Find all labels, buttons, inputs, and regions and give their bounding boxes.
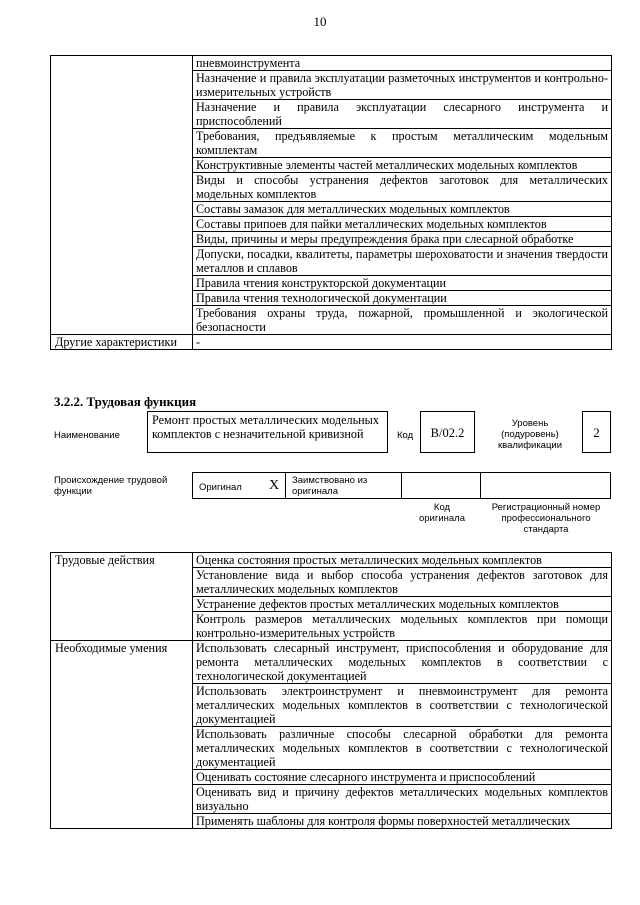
knowledge-item: Конструктивные элементы частей металлических модельных комплектов: [193, 158, 612, 173]
origin-row: [192, 472, 611, 499]
knowledge-item: пневмоинструмента: [193, 56, 612, 71]
skill-item: Использовать слесарный инструмент, приспособления и оборудование для ремонта металлических модельных комплектов в соответствии с технологической документацией: [193, 641, 612, 684]
other-characteristics-value: -: [193, 335, 612, 350]
labor-action-item: Устранение дефектов простых металлических модельных комплектов: [193, 597, 612, 612]
function-name-value: Ремонт простых металлических модельных комплектов с незначительной кривизной: [152, 413, 379, 441]
knowledge-table: [50, 55, 612, 350]
skill-item: Использовать различные способы слесарной обработки для ремонта металлических модельных комплектов в соответствии с технологической документацией: [193, 727, 612, 770]
original-mark: X: [269, 478, 280, 493]
knowledge-item: Назначение и правила эксплуатации разметочных инструментов и контрольно-измерительных устройств: [193, 71, 612, 100]
level-box: [582, 411, 611, 453]
table-row: [51, 553, 612, 568]
knowledge-item: Правила чтения конструкторской документации: [193, 276, 612, 291]
skill-item: Применять шаблоны для контроля формы поверхностей металлических: [193, 814, 612, 829]
knowledge-item: Требования охраны труда, пожарной, промышленной и экологической безопасности: [193, 306, 612, 335]
labor-actions-label: Трудовые действия: [51, 553, 193, 641]
table-row: [51, 335, 612, 350]
function-table: [50, 552, 612, 829]
table-row: [51, 56, 612, 71]
code-original-cell: [401, 472, 481, 499]
labor-action-item: Контроль размеров металлических модельных комплектов при помощи контрольно-измерительных устройств: [193, 612, 612, 641]
knowledge-item: Требования, предъявляемые к простым металлическим модельным комплектам: [193, 129, 612, 158]
level-value: 2: [593, 425, 600, 440]
code-value: B/02.2: [430, 426, 465, 440]
table-row: [51, 641, 612, 684]
level-label: Уровень (подуровень) квалификации: [497, 418, 563, 451]
section-title: 3.2.2. Трудовая функция: [54, 394, 197, 409]
knowledge-item: Составы припоев для пайки металлических модельных комплектов: [193, 217, 612, 232]
skills-label: Необходимые умения: [51, 641, 193, 829]
borrowed-label: Заимствовано из оригинала: [292, 475, 368, 497]
knowledge-item: Составы замазок для металлических модельных комплектов: [193, 202, 612, 217]
code-original-label: Код оригинала: [418, 502, 465, 524]
function-name-box: [147, 411, 388, 453]
knowledge-item: Виды, причины и меры предупреждения брака при слесарной обработке: [193, 232, 612, 247]
name-label: Наименование: [54, 430, 120, 441]
knowledge-item: Виды и способы устранения дефектов заготовок для металлических модельных комплектов: [193, 173, 612, 202]
labor-action-item: Установление вида и выбор способа устранения дефектов заготовок для металлических модельных комплектов: [193, 568, 612, 597]
page-number: 10: [313, 14, 327, 29]
code-label: Код: [397, 430, 414, 441]
origin-label: Происхождение трудовой функции: [54, 475, 168, 497]
knowledge-item: Назначение и правила эксплуатации слесарного инструмента и приспособлений: [193, 100, 612, 129]
knowledge-item: Правила чтения технологической документации: [193, 291, 612, 306]
original-label: Оригинал: [199, 482, 242, 493]
other-characteristics-label: Другие характеристики: [51, 335, 193, 350]
knowledge-label-cell: [51, 56, 193, 335]
skill-item: Оценивать вид и причину дефектов металлических модельных комплектов визуально: [193, 785, 612, 814]
code-box: [420, 411, 475, 453]
reg-number-label: Регистрационный номер профессионального стандарта: [491, 502, 601, 535]
knowledge-item: Допуски, посадки, квалитеты, параметры шероховатости и значения твердости металлов и сплавов: [193, 247, 612, 276]
labor-action-item: Оценка состояния простых металлических модельных комплектов: [193, 553, 612, 568]
skill-item: Оценивать состояние слесарного инструмента и приспособлений: [193, 770, 612, 785]
skill-item: Использовать электроинструмент и пневмоинструмент для ремонта металлических модельных комплектов в соответствии с технологической документацией: [193, 684, 612, 727]
